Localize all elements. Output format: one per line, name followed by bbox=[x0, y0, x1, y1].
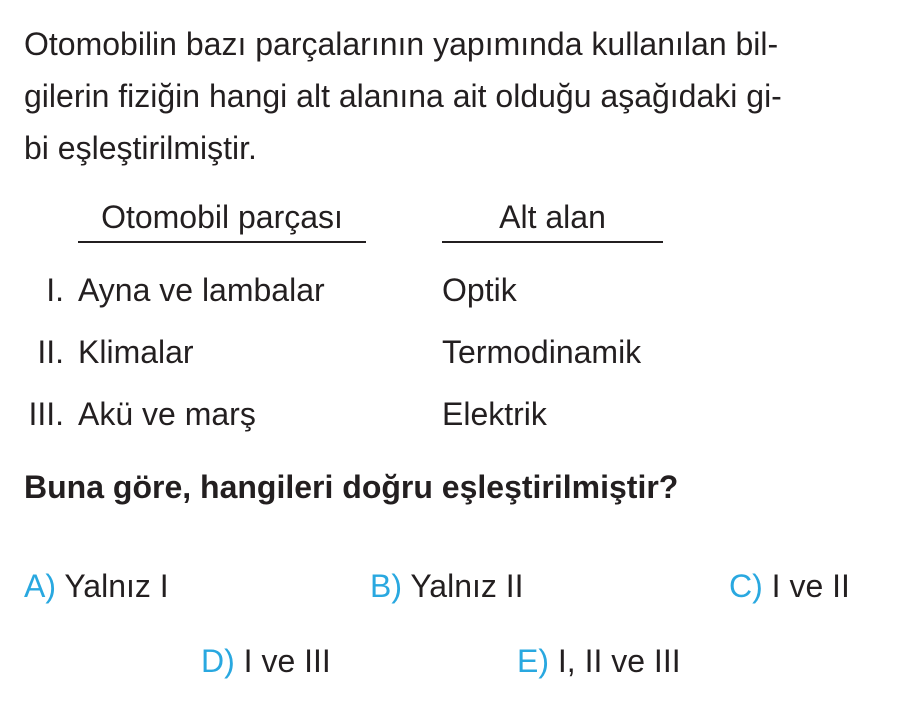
header-underline-right bbox=[442, 241, 663, 243]
option-e[interactable] bbox=[517, 641, 681, 681]
row-part: Akü ve marş bbox=[78, 396, 256, 432]
table-row bbox=[0, 332, 917, 372]
row-numeral: III. bbox=[28, 396, 64, 432]
option-text: Yalnız II bbox=[410, 568, 524, 604]
option-letter: B) bbox=[370, 568, 402, 604]
stem-line-1: Otomobilin bazı parçalarının yapımında kullanılan bil- bbox=[24, 26, 779, 62]
stem-line-2: gilerin fiziğin hangi alt alanına ait olduğu aşağıdaki gi- bbox=[24, 78, 782, 114]
table-row bbox=[0, 394, 917, 434]
column-header-part: Otomobil parçası bbox=[101, 199, 343, 235]
option-text: Yalnız I bbox=[64, 568, 169, 604]
option-letter: E) bbox=[517, 643, 549, 679]
row-numeral: I. bbox=[46, 272, 64, 308]
row-part: Ayna ve lambalar bbox=[78, 272, 325, 308]
option-text: I, II ve III bbox=[557, 643, 681, 679]
row-part: Klimalar bbox=[78, 334, 194, 370]
question-stem bbox=[24, 18, 884, 174]
option-letter: C) bbox=[729, 568, 763, 604]
option-c[interactable] bbox=[729, 566, 850, 606]
row-area: Termodinamik bbox=[442, 334, 642, 370]
row-area: Optik bbox=[442, 272, 517, 308]
row-numeral: II. bbox=[37, 334, 64, 370]
question-prompt: Buna göre, hangileri doğru eşleştirilmiştir? bbox=[24, 469, 679, 505]
stem-line-3: bi eşleştirilmiştir. bbox=[24, 130, 257, 166]
option-d[interactable] bbox=[201, 641, 331, 681]
option-text: I ve III bbox=[243, 643, 331, 679]
row-area: Elektrik bbox=[442, 396, 547, 432]
option-letter: A) bbox=[24, 568, 56, 604]
option-text: I ve II bbox=[771, 568, 850, 604]
table-row bbox=[0, 270, 917, 310]
option-letter: D) bbox=[201, 643, 235, 679]
option-a[interactable] bbox=[24, 566, 169, 606]
header-underline-left bbox=[78, 241, 366, 243]
column-header-area: Alt alan bbox=[499, 199, 606, 235]
option-b[interactable] bbox=[370, 566, 524, 606]
